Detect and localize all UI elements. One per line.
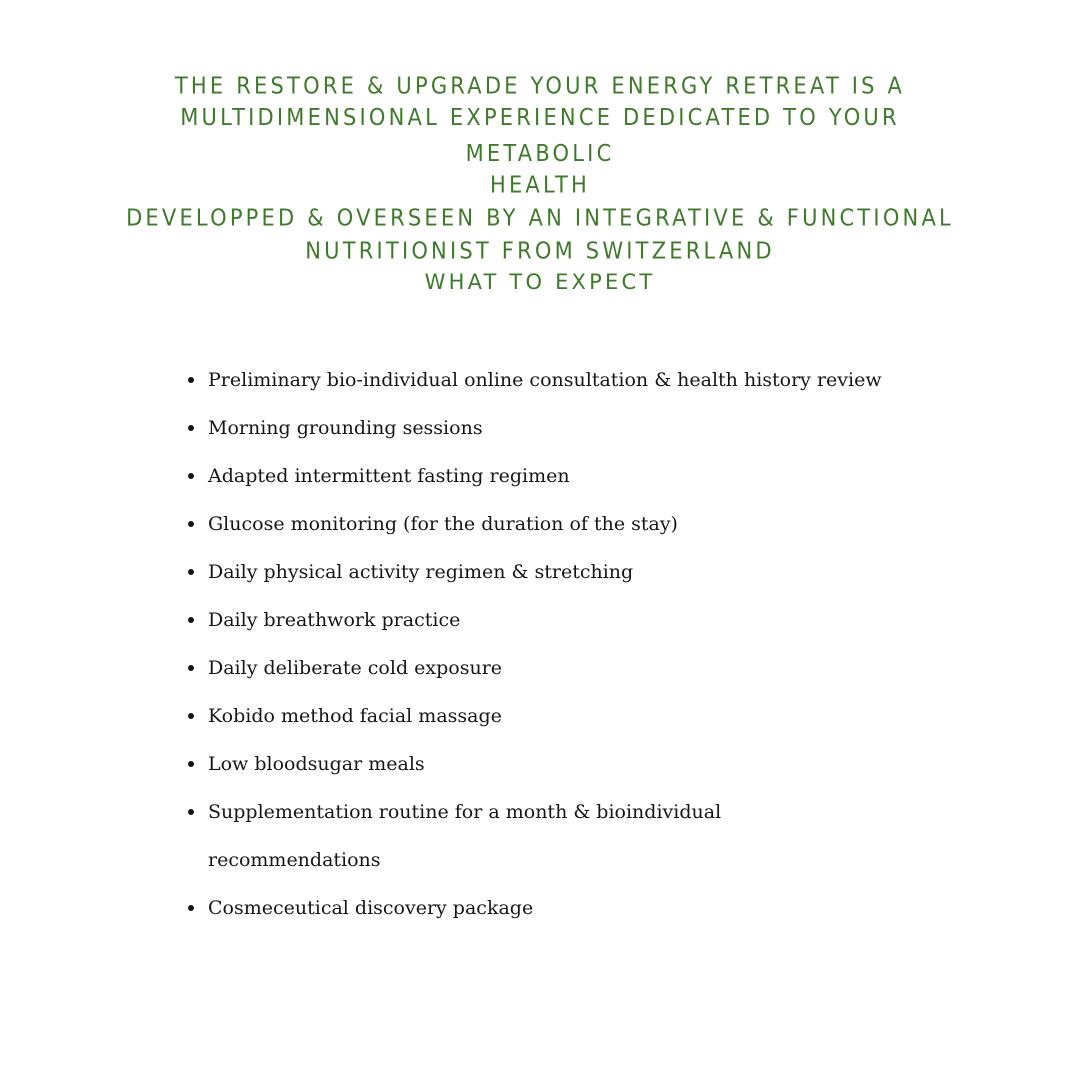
- intro-line: NUTRITIONIST FROM SWITZERLAND: [305, 238, 775, 264]
- expectations-list: [188, 356, 948, 932]
- intro-line: MULTIDIMENSIONAL EXPERIENCE DEDICATED TO YOUR METABOLIC: [180, 104, 900, 167]
- list-item: [188, 356, 948, 404]
- list-item-text: Glucose monitoring (for the duration of the stay): [208, 513, 678, 535]
- bullet-icon: [188, 665, 194, 671]
- list-item: [188, 692, 948, 740]
- list-item-text-continued: recommendations: [208, 849, 381, 871]
- list-item-text: Daily deliberate cold exposure: [208, 657, 503, 679]
- list-item: [188, 596, 948, 644]
- bullet-icon: [188, 377, 194, 383]
- list-item-text: Kobido method facial massage: [208, 705, 502, 727]
- intro-heading: [110, 70, 970, 268]
- list-item-text: Preliminary bio-individual online consultation & health history review: [208, 369, 882, 391]
- bullet-icon: [188, 905, 194, 911]
- list-item-text: Cosmeceutical discovery package: [208, 897, 534, 919]
- section-title: WHAT TO EXPECT: [424, 270, 656, 294]
- list-item-text: Morning grounding sessions: [208, 417, 483, 439]
- list-item: [188, 548, 948, 596]
- list-item-text: Low bloodsugar meals: [208, 753, 425, 775]
- bullet-icon: [188, 521, 194, 527]
- bullet-icon: [188, 473, 194, 479]
- bullet-icon: [188, 713, 194, 719]
- list-item-text: Supplementation routine for a month & bioindividual: [208, 801, 722, 823]
- list-item-text: Daily physical activity regimen & stretching: [208, 561, 634, 583]
- bullet-icon: [188, 809, 194, 815]
- bullet-icon: [188, 569, 194, 575]
- list-item: [188, 884, 948, 932]
- intro-line: HEALTH: [489, 172, 591, 198]
- intro-line: DEVELOPPED & OVERSEEN BY AN INTEGRATIVE & FUNCTIONAL: [126, 205, 954, 231]
- list-item: [188, 644, 948, 692]
- bullet-icon: [188, 761, 194, 767]
- list-item: [188, 740, 948, 788]
- list-item-text: Adapted intermittent fasting regimen: [208, 465, 570, 487]
- list-item: [188, 500, 948, 548]
- list-item: [188, 788, 948, 884]
- list-item-text: Daily breathwork practice: [208, 609, 461, 631]
- list-item: [188, 404, 948, 452]
- bullet-icon: [188, 617, 194, 623]
- intro-line: THE RESTORE & UPGRADE YOUR ENERGY RETREAT IS A: [174, 73, 906, 99]
- list-item: [188, 452, 948, 500]
- bullet-icon: [188, 425, 194, 431]
